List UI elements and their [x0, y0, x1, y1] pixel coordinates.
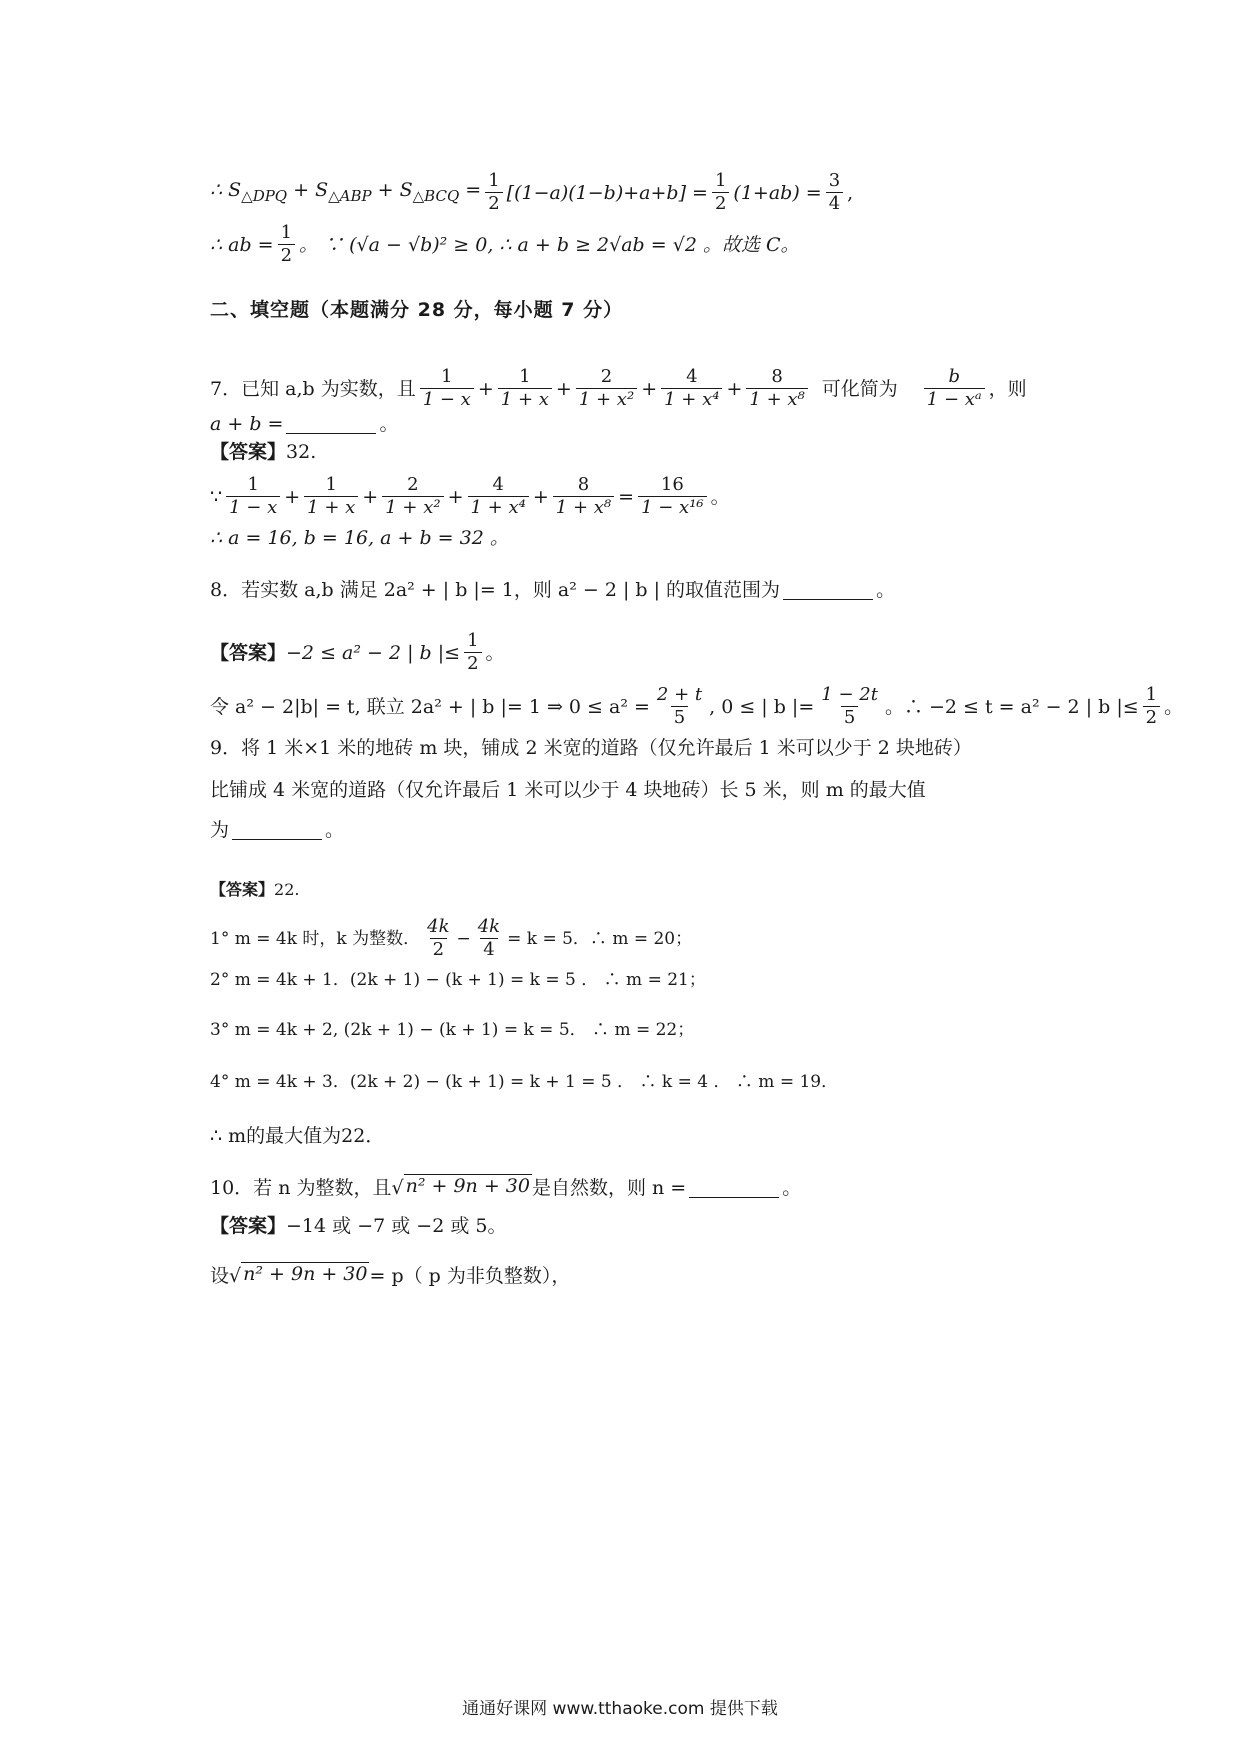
page-footer: 通通好课网 www.tthaoke.com 提供下载 [462, 1699, 778, 1719]
q8-blank[interactable] [783, 581, 873, 600]
q9-blank[interactable] [232, 821, 322, 840]
q7-line-2: a + b = 。 [210, 413, 399, 435]
q9-line-2: 比铺成 4 米宽的道路（仅允许最后 1 米可以少于 4 块地砖）长 5 米，则 m 的最大值 [210, 779, 926, 801]
q7-solution-2: ∴ a = 16, b = 16, a + b = 32 。 [210, 527, 509, 549]
q9-case-2: 2° m = 4k + 1．(2k + 1) − (k + 1) = k = 5 ． ∴ m = 21； [210, 970, 706, 990]
q9-case-3: 3° m = 4k + 2, (2k + 1) − (k + 1) = k = 5． ∴ m = 22； [210, 1020, 695, 1040]
q9-line-3: 为 。 [210, 819, 345, 841]
q8-solution: 令 a² − 2|b| = t, 联立 2a² + | b |= 1 ⇒ 0 ≤ a² = $\frac{2 + t}{5}$ , 0 ≤ | b |= $\frac{1 - 2t}{5}$ 。∴ −2 ≤ t = a² − 2 | b |≤ $\frac{1}{2}$ 。 [210, 684, 1184, 728]
q9-case-4: 4° m = 4k + 3．(2k + 2) − (k + 1) = k + 1 = 5 ． ∴ k = 4 ． ∴ m = 19． [210, 1072, 839, 1092]
q10-solution: 设 √ n² + 9n + 30 = p（ p 为非负整数）， [210, 1263, 571, 1287]
q7-solution-1: ∵ $\frac{1}{1 - x}$ + $\frac{1}{1 + x}$ + $\frac{2}{\text{1 + x²}}$ + $\frac{4}{\text{1 + x⁴}}$ + $\frac{8}{\text{1 + x⁸}}$ = $\frac{16}{\text{1 − x¹⁶}}$ 。 [210, 474, 730, 518]
intro-line-1: ∴ $S_{\triangle DPQ} + S_{\triangle ABP} + S_{\triangle BCQ}$ = $\frac{1}{2}$ [(1−a)(1−b)+a+b] = $\frac{1}{2}$ (1+ab) = $\frac{3}{4}$ , [210, 170, 854, 214]
q10-answer: 【答案】 −14 或 −7 或 −2 或 5。 [210, 1215, 507, 1237]
q8-answer: 【答案】 −2 ≤ a² − 2 | b |≤ $\frac{1}{2}$ 。 [210, 630, 505, 674]
q9-conclusion: ∴ m的最大值为22． [210, 1125, 385, 1147]
q9-answer: 【答案】 22. [210, 880, 300, 899]
q10-blank[interactable] [689, 1179, 779, 1198]
q7-line-1: 7．已知 a,b 为实数，且 $\frac{1}{1 - x}$ + $\frac{1}{1 + x}$ + $\frac{2}{\text{1 + x²}}$ + $\frac{4}{\text{1 + x⁴}}$ + $\frac{8}{\text{1 + x⁸}}$ 可化简为 $\frac{b}{\text{1 − xᵃ}}$ ，则 [210, 366, 1027, 410]
section-title: 二、填空题（本题满分 28 分，每小题 7 分） [210, 299, 624, 321]
q9-line-1: 9．将 1 米×1 米的地砖 m 块，铺成 2 米宽的道路（仅允许最后 1 米可以少于 2 块地砖） [210, 737, 972, 759]
q7-blank[interactable] [286, 415, 376, 434]
intro-line-2: ∴ ab = $\frac{1}{2}$ 。 ∵ (√a − √b)² ≥ 0, ∴ a + b ≥ 2√ab = √2 。故选 C。 [210, 222, 800, 266]
q8-question: 8．若实数 a,b 满足 2a² + | b |= 1，则 a² − 2 | b | 的取值范围为 。 [210, 579, 896, 601]
q10-question: 10．若 n 为整数，且 √ n² + 9n + 30 是自然数，则 n = 。 [210, 1175, 802, 1199]
q7-answer: 【答案】 32. [210, 441, 317, 463]
q9-case-1: 1° m = 4k 时，k 为整数． $\frac{4k}{2}$ − $\frac{4k}{4}$ = k = 5．∴ m = 20； [210, 916, 693, 960]
